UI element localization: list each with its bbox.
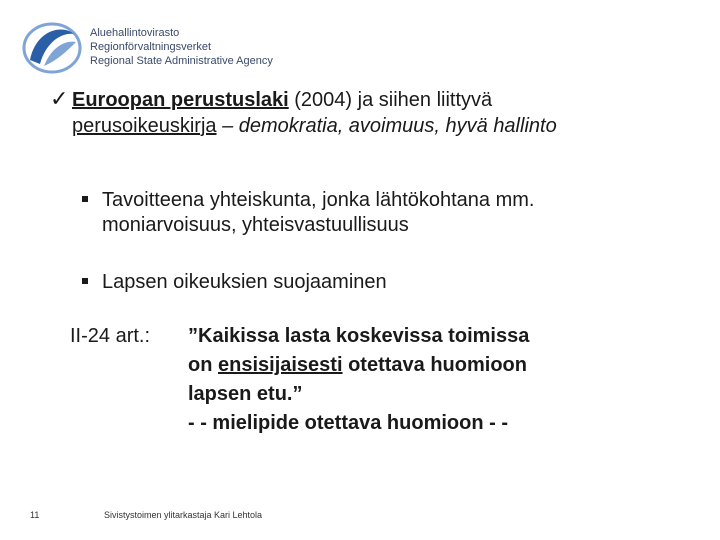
constitution-year: (2004) ja siihen liittyvä	[288, 89, 493, 111]
logo-text	[90, 26, 273, 68]
logo-line-en: Regional State Administrative Agency	[90, 55, 273, 67]
quote-line4: - - mielipide otettava huomioon - -	[188, 412, 508, 434]
agency-logo-icon	[22, 20, 82, 76]
agency-logo	[22, 20, 292, 76]
bullet-goal-line1: Tavoitteena yhteiskunta, jonka lähtökohtana mm.	[102, 189, 535, 211]
quote-line3: lapsen etu.”	[188, 383, 303, 405]
square-bullet-icon	[82, 278, 88, 284]
constitution-title: Euroopan perustuslaki	[72, 89, 289, 111]
quote-emphasis: ensisijaisesti	[218, 354, 343, 376]
logo-line-sv: Regionförvaltningsverket	[90, 41, 212, 53]
check-icon: ✓	[50, 86, 69, 111]
quote-line2-a: on	[188, 354, 218, 376]
charter-values: – demokratia, avoimuus, hyvä hallinto	[216, 115, 557, 137]
charter-term: perusoikeuskirja	[72, 115, 217, 137]
article-label: II-24 art.:	[70, 325, 151, 347]
logo-line-fi: Aluehallintovirasto	[90, 27, 180, 39]
quote-line2-c: otettava huomioon	[342, 354, 527, 376]
bullet-child-rights	[82, 270, 387, 295]
bullet-goal-line2: moniarvoisuus, yhteisvastuullisuus	[102, 214, 409, 236]
main-point	[50, 86, 700, 139]
slide-number: 11	[30, 510, 40, 520]
bullet-goal	[82, 188, 682, 238]
quote-line2	[188, 351, 638, 380]
article-quote	[188, 322, 638, 438]
quote-line1: ”Kaikissa lasta koskevissa toimissa	[188, 325, 530, 347]
footer-author: Sivistystoimen ylitarkastaja Kari Lehtola	[104, 510, 263, 520]
square-bullet-icon	[82, 196, 88, 202]
bullet-child-rights-text: Lapsen oikeuksien suojaaminen	[102, 271, 387, 293]
